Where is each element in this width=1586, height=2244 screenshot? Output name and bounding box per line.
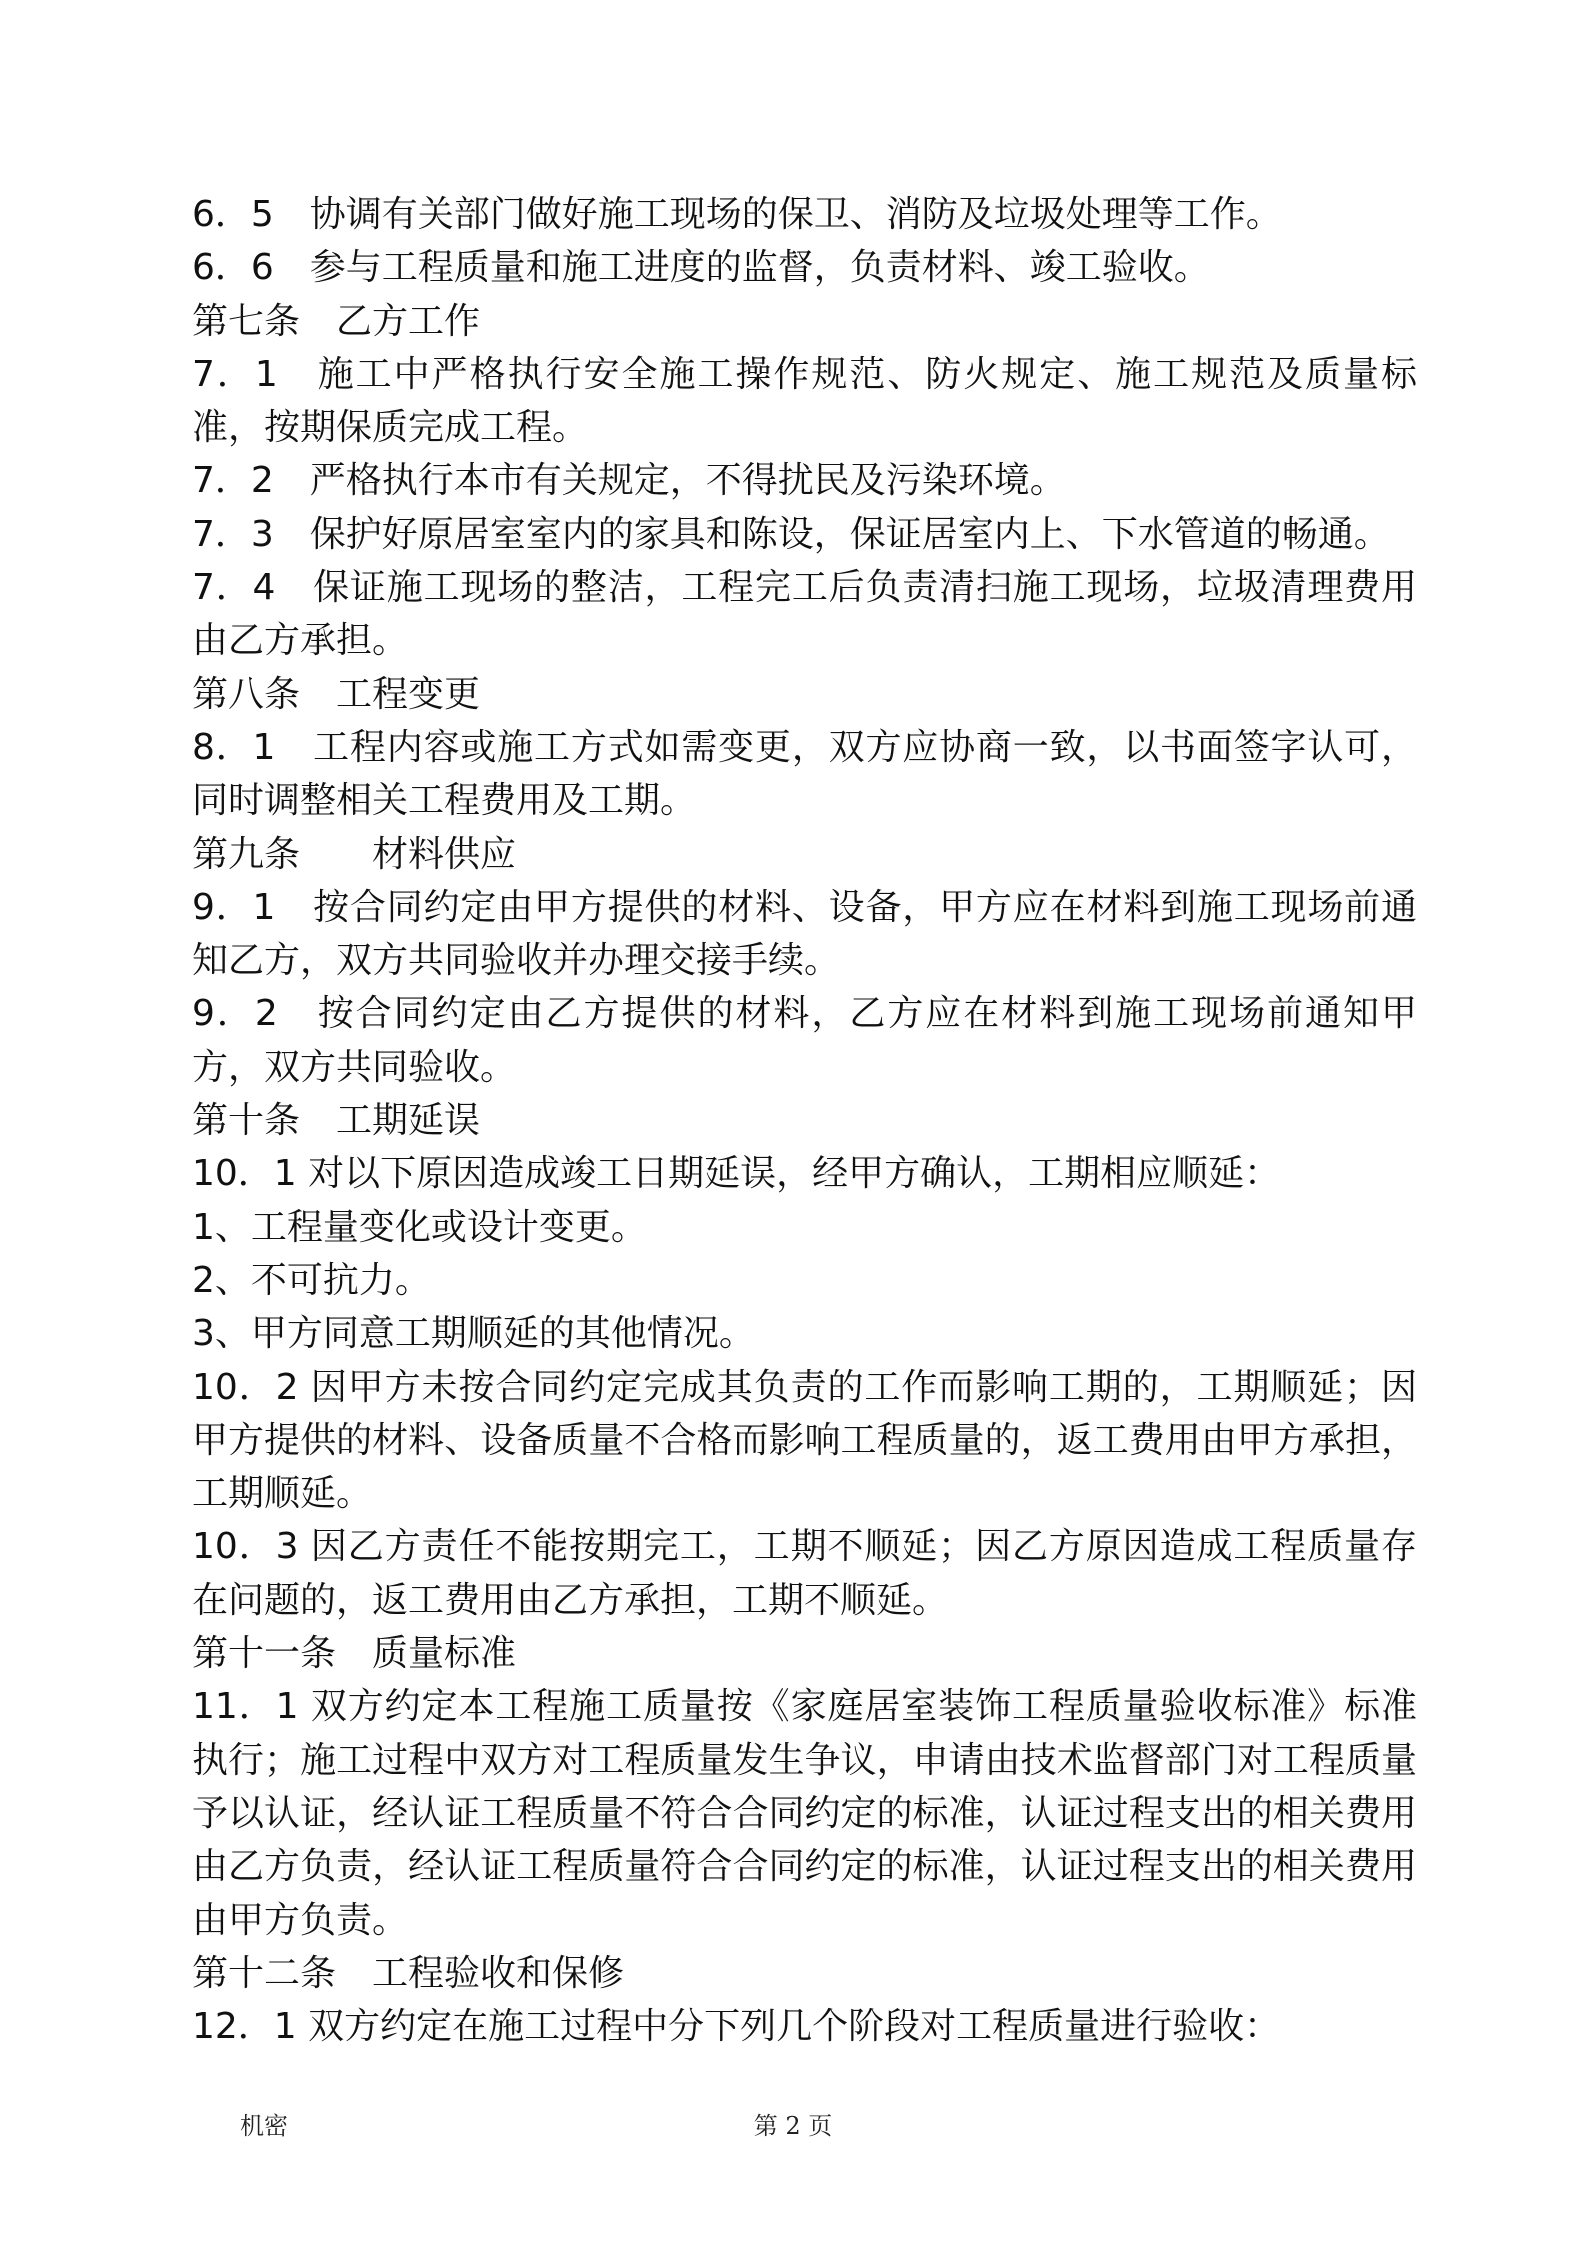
article-11-heading: 第十一条 质量标准 [192, 1633, 517, 1675]
clause-6-6: 6．6 参与工程质量和施工进度的监督，负责材料、竣工验收。 [192, 247, 1210, 289]
clause-12-1: 12．1 双方约定在施工过程中分下列几个阶段对工程质量进行验收： [192, 2006, 1281, 2048]
article-8-heading: 第八条 工程变更 [192, 673, 481, 715]
clause-10-1: 10．1 对以下原因造成竣工日期延误，经甲方确认，工期相应顺延： [192, 1153, 1281, 1195]
list-item-2: 2、不可抗力。 [192, 1259, 431, 1301]
list-item-1: 1、工程量变化或设计变更。 [192, 1206, 647, 1248]
clause-6-5: 6．5 协调有关部门做好施工现场的保卫、消防及垃圾处理等工作。 [192, 194, 1282, 235]
article-10-heading: 第十条 工期延误 [192, 1100, 481, 1142]
clause-11-1: 11．1 双方约定本工程施工质量按《家庭居室装饰工程质量验收标准》标准执行；施工过程中双方对工程质量发生争议，申请由技术监督部门对工程质量予以认证，经认证工程质量不符合合同约定的标准，认证过程支出的相关费用由乙方负责，经认证工程质量符合合同约定的标准，认证过程支出的相关费用由甲方负责。 [192, 1686, 1417, 1941]
footer-page-number: 第 2 页 [753, 2112, 833, 2140]
clause-7-2: 7．2 严格执行本市有关规定，不得扰民及污染环境。 [192, 460, 1066, 502]
clause-8-1: 8．1 工程内容或施工方式如需变更，双方应协商一致，以书面签字认可，同时调整相关工程费用及工期。 [192, 726, 1417, 822]
article-9-heading: 第九条 材料供应 [192, 833, 517, 875]
document-body [192, 188, 1417, 2053]
clause-10-2: 10．2 因甲方未按合同约定完成其负责的工作而影响工期的，工期顺延；因甲方提供的材料、设备质量不合格而影响工程质量的，返工费用由甲方承担，工期顺延。 [192, 1366, 1417, 1515]
clause-7-3: 7．3 保护好原居室室内的家具和陈设，保证居室内上、下水管道的畅通。 [192, 513, 1390, 555]
clause-10-3: 10．3 因乙方责任不能按期完工，工期不顺延；因乙方原因造成工程质量存在问题的，返工费用由乙方承担，工期不顺延。 [192, 1526, 1417, 1621]
article-12-heading: 第十二条 工程验收和保修 [192, 1952, 625, 1994]
footer-confidential-label: 机密 [240, 2112, 288, 2140]
list-item-3: 3、甲方同意工期顺延的其他情况。 [192, 1313, 755, 1355]
article-7-heading: 第七条 乙方工作 [192, 300, 481, 342]
clause-9-2: 9．2 按合同约定由乙方提供的材料，乙方应在材料到施工现场前通知甲方，双方共同验收。 [192, 993, 1417, 1088]
clause-9-1: 9．1 按合同约定由甲方提供的材料、设备，甲方应在材料到施工现场前通知乙方，双方共同验收并办理交接手续。 [192, 886, 1417, 982]
clause-7-4: 7．4 保证施工现场的整洁，工程完工后负责清扫施工现场，垃圾清理费用由乙方承担。 [192, 567, 1417, 662]
clause-7-1: 7．1 施工中严格执行安全施工操作规范、防火规定、施工规范及质量标准，按期保质完成工程。 [192, 353, 1417, 449]
